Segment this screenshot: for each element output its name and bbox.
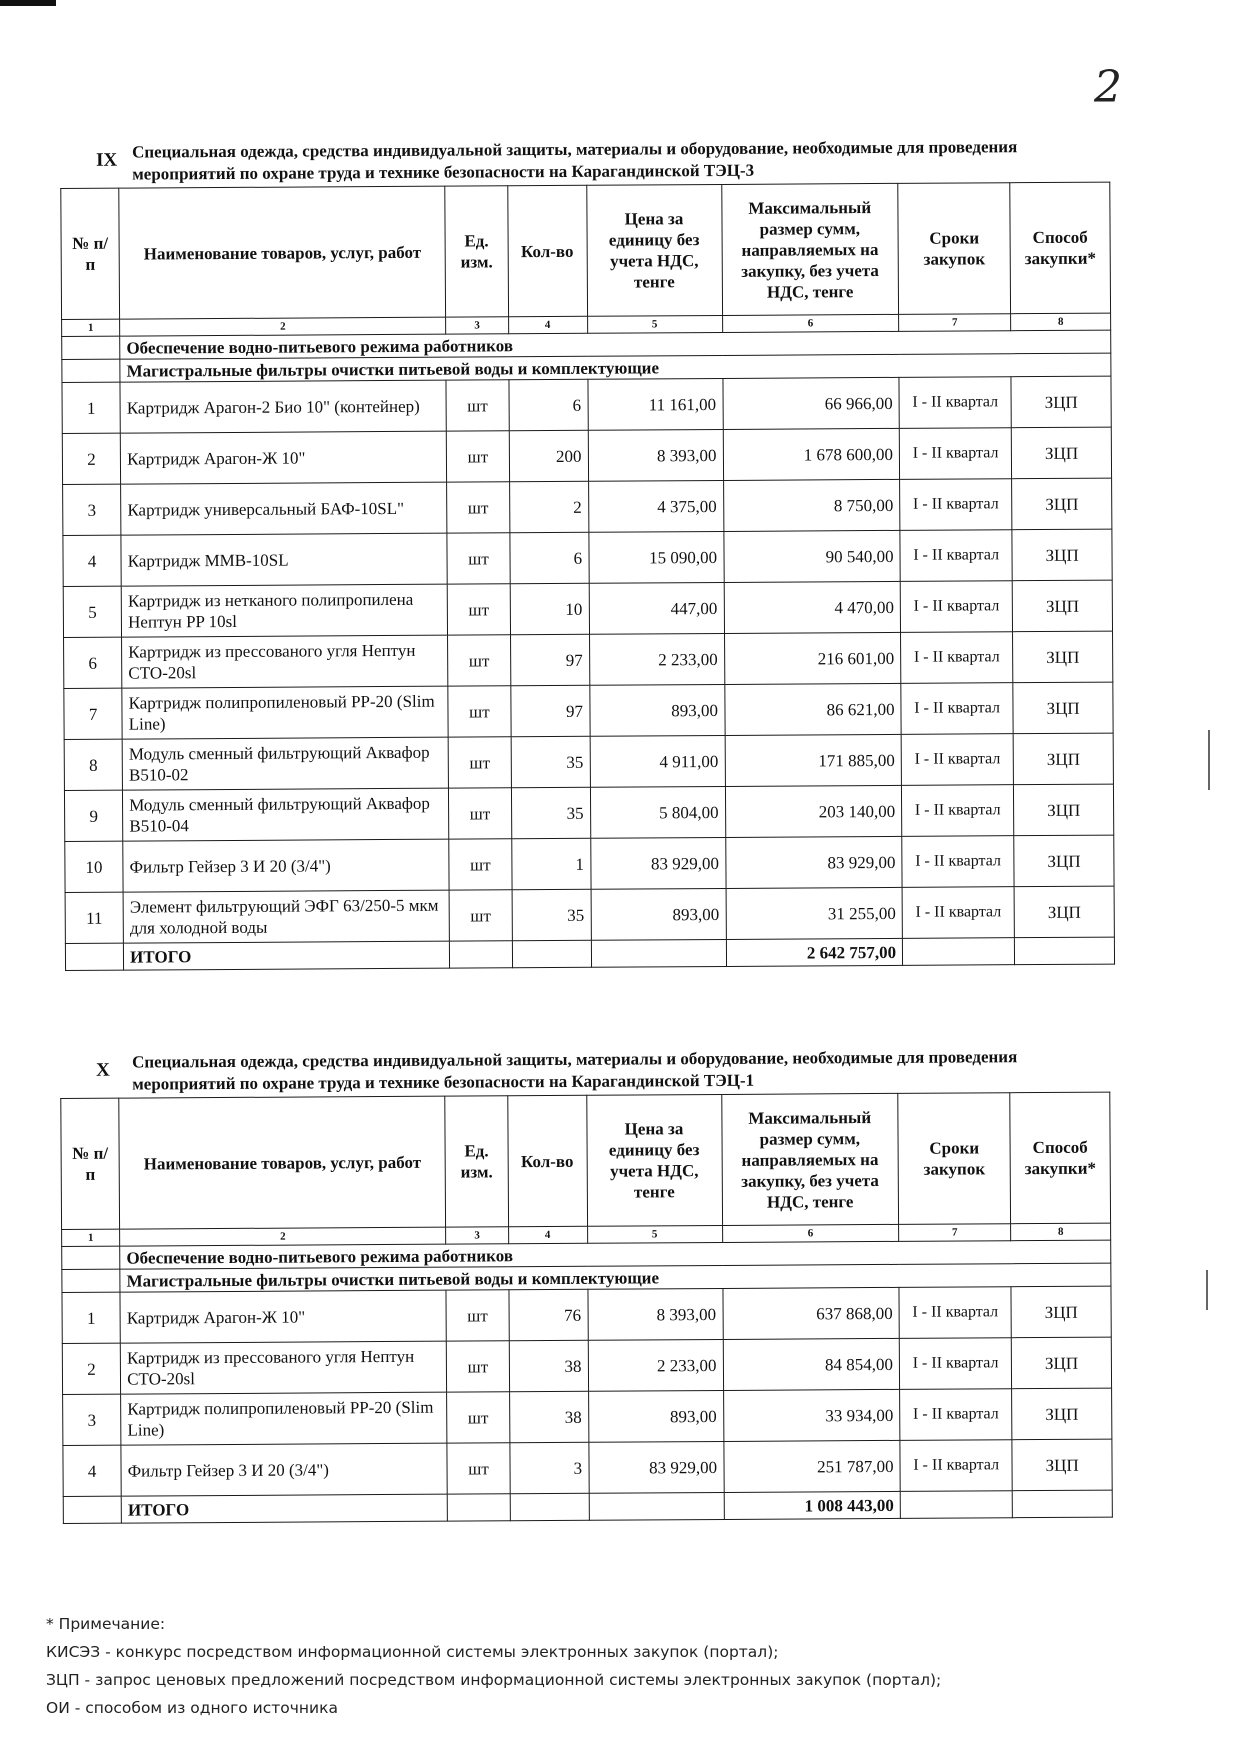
table-row [63,529,1112,586]
column-index: 1 [62,1229,120,1246]
item-sum: 203 140,00 [725,785,902,837]
item-qty: 200 [509,430,588,481]
item-sum: 251 787,00 [723,1440,900,1492]
row-number: 8 [64,739,122,790]
item-term: I - II квартал [899,377,1011,429]
subgroup-title: Магистральные фильтры очистки питьевой воды и комплектующие [120,1263,1111,1292]
item-term: I - II квартал [899,428,1011,480]
item-price: 83 929,00 [588,1441,723,1493]
footnote [46,1610,941,1722]
footnote-title: * Примечание: [46,1615,166,1633]
group-title: Обеспечение водно-питьевого режима работников [120,330,1111,359]
total-empty-cell [902,938,1014,966]
item-sum: 8 750,00 [723,479,900,531]
column-index: 5 [587,315,722,333]
item-method: ЗЦП [1011,1286,1111,1338]
item-qty: 1 [511,838,590,889]
column-index: 2 [120,1227,446,1246]
total-empty-cell [512,940,591,967]
item-term: I - II квартал [902,836,1014,888]
item-term: I - II квартал [900,479,1012,531]
footnote-line: КИСЭЗ - конкурс посредством информационной системы электронных закупок (портал); [46,1643,779,1661]
item-price: 5 804,00 [590,786,725,838]
column-index: 3 [446,1227,508,1244]
item-sum: 66 966,00 [722,377,899,429]
item-sum: 216 601,00 [724,632,901,684]
item-sum: 83 929,00 [725,836,902,888]
row-number: 2 [62,1343,120,1394]
column-index: 6 [722,1224,899,1242]
item-term: I - II квартал [901,683,1013,735]
item-method: ЗЦП [1012,580,1112,632]
col-header-unit: Ед. изм. [445,1096,508,1227]
item-unit: шт [448,737,511,788]
item-method: ЗЦП [1013,682,1113,734]
item-method: ЗЦП [1014,784,1114,836]
item-unit: шт [449,839,512,890]
item-qty: 2 [509,481,588,532]
table-row [63,580,1112,637]
item-name: Картридж ММВ-10SL [121,533,447,586]
item-name: Картридж универсальный БАФ-10SL" [121,482,447,535]
total-empty-cell [447,1494,509,1521]
group-empty-cell [62,359,120,382]
item-term: I - II квартал [900,581,1012,633]
item-sum: 90 540,00 [723,530,900,582]
header-row [61,1092,1111,1229]
col-header-price: Цена за единицу без учета НДС, тенге [586,184,722,316]
item-qty: 76 [509,1289,588,1340]
row-number: 7 [64,688,122,739]
row-number: 4 [63,1445,121,1496]
section-number: X [96,1059,110,1081]
col-header-qty: Кол-во [507,185,587,316]
item-term: I - II квартал [902,887,1014,939]
total-label: ИТОГО [121,1494,447,1523]
col-header-method: Способ закупки* [1010,182,1111,314]
item-unit: шт [448,635,511,686]
table-row [62,1337,1111,1394]
item-method: ЗЦП [1014,835,1114,887]
column-index: 7 [899,1224,1011,1242]
total-sum: 2 642 757,00 [726,938,903,966]
item-qty: 6 [509,532,588,583]
total-row [63,1490,1112,1523]
row-number: 3 [63,484,121,535]
subgroup-title: Магистральные фильтры очистки питьевой воды и комплектующие [120,353,1111,382]
item-name: Картридж из нетканого полипропилена Нептун PP 10sl [121,584,447,637]
table-row [64,631,1113,688]
col-header-name: Наименование товаров, услуг, работ [119,186,446,319]
column-index: 6 [722,314,899,332]
item-sum: 33 934,00 [723,1389,900,1441]
item-price: 83 929,00 [590,837,725,889]
row-number: 6 [64,637,122,688]
item-price: 893,00 [588,1390,723,1442]
column-index: 7 [899,314,1011,332]
col-header-qty: Кол-во [507,1095,587,1226]
table-body [62,376,1114,943]
column-index: 5 [587,1225,722,1243]
scan-artifact [1206,1270,1208,1310]
section-title: Специальная одежда, средства индивидуальной защиты, материалы и оборудование, необходимые для проведения мероприятий по охране труда и технике безопасности на Карагандинской ТЭЦ-3 [132,137,1018,184]
section-header [60,136,1110,186]
section-header [60,1046,1110,1096]
scan-corner-mark [0,0,56,6]
item-price: 8 393,00 [587,1288,722,1340]
item-price: 8 393,00 [588,429,723,481]
item-method: ЗЦП [1011,427,1111,479]
group-empty-cell [62,1269,120,1292]
total-empty-cell [65,943,123,970]
item-sum: 1 678 600,00 [723,428,900,480]
row-number: 11 [65,892,123,943]
table-row [62,1286,1111,1343]
item-unit: шт [447,533,510,584]
item-qty: 6 [509,379,588,430]
col-header-price: Цена за единицу без учета НДС, тенге [586,1094,722,1226]
header-row [61,182,1111,319]
table-row [62,427,1111,484]
item-unit: шт [449,890,512,941]
row-number: 1 [62,1292,120,1343]
item-name: Картридж из прессованого угля Нептун СТО-20sl [122,635,448,688]
item-sum: 4 470,00 [724,581,901,633]
item-name: Картридж из прессованого угля Нептун СТО-20sl [120,1341,446,1394]
item-method: ЗЦП [1014,886,1114,938]
item-price: 893,00 [591,888,726,940]
col-header-sum: Максимальный размер сумм, направляемых на закупку, без учета НДС, тенге [721,1093,898,1225]
total-empty-cell [1015,937,1115,965]
item-unit: шт [447,1443,510,1494]
item-name: Фильтр Гейзер 3 И 20 (3/4") [123,839,449,892]
item-method: ЗЦП [1011,376,1111,428]
item-name: Картридж полипропиленовый PP-20 (Slim Line) [121,1392,447,1445]
item-price: 2 233,00 [588,1339,723,1391]
column-index: 4 [508,316,587,333]
item-name: Картридж Арагон-Ж 10" [120,431,446,484]
item-unit: шт [447,584,510,635]
item-name: Модуль сменный фильтрующий Аквафор B510-04 [123,788,449,841]
item-qty: 35 [511,736,590,787]
item-term: I - II квартал [901,632,1013,684]
total-empty-cell [510,1493,589,1520]
row-number: 3 [63,1394,121,1445]
item-unit: шт [447,1392,510,1443]
item-price: 447,00 [589,582,724,634]
item-qty: 35 [511,787,590,838]
item-method: ЗЦП [1013,631,1113,683]
item-qty: 10 [510,583,589,634]
section-number: IX [96,149,118,171]
total-empty-cell [63,1496,121,1523]
item-method: ЗЦП [1012,1439,1112,1491]
item-name: Фильтр Гейзер 3 И 20 (3/4") [121,1443,447,1496]
table-row [64,682,1113,739]
column-index: 8 [1011,313,1111,331]
item-price: 15 090,00 [588,531,723,583]
item-price: 2 233,00 [589,633,724,685]
procurement-table [60,182,1115,971]
item-sum: 171 885,00 [725,734,902,786]
item-unit: шт [447,482,510,533]
item-qty: 35 [512,889,591,940]
table-row [62,376,1111,433]
footnote-line: ЗЦП - запрос ценовых предложений посредством информационной системы электронных закупок (портал); [46,1671,942,1689]
item-term: I - II квартал [899,1338,1011,1390]
item-sum: 86 621,00 [724,683,901,735]
item-unit: шт [447,1341,510,1392]
table-row [65,835,1114,892]
table-row [63,1388,1112,1445]
item-term: I - II квартал [902,785,1014,837]
procurement-table [60,1092,1113,1524]
footnote-line: ОИ - способом из одного источника [46,1699,338,1717]
item-qty: 3 [509,1442,588,1493]
item-qty: 97 [510,634,589,685]
row-number: 9 [64,790,122,841]
item-term: I - II квартал [900,1440,1012,1492]
item-unit: шт [449,788,512,839]
item-method: ЗЦП [1012,478,1112,530]
table-row [64,784,1113,841]
total-sum: 1 008 443,00 [724,1491,901,1519]
item-sum: 84 854,00 [723,1338,900,1390]
table-row [63,478,1112,535]
item-price: 4 375,00 [588,480,723,532]
item-unit: шт [447,431,510,482]
item-term: I - II квартал [900,530,1012,582]
section-x [60,1046,1113,1524]
item-unit: шт [446,380,509,431]
item-unit: шт [448,686,511,737]
item-method: ЗЦП [1012,1388,1112,1440]
item-method: ЗЦП [1012,529,1112,581]
row-number: 2 [62,433,120,484]
item-price: 4 911,00 [590,735,725,787]
column-index: 8 [1011,1223,1111,1241]
column-index: 3 [446,317,508,334]
item-term: I - II квартал [899,1287,1011,1339]
total-empty-cell [1012,1490,1112,1518]
row-number: 4 [63,535,121,586]
col-header-unit: Ед. изм. [445,186,508,317]
total-empty-cell [450,941,512,968]
col-header-number: № п/п [61,188,120,319]
section-ix [60,136,1115,971]
item-qty: 97 [510,685,589,736]
col-header-term: Сроки закупок [898,1093,1011,1225]
item-name: Картридж Арагон-2 Био 10" (контейнер) [120,380,446,433]
col-header-number: № п/п [61,1098,120,1229]
item-price: 893,00 [589,684,724,736]
col-header-name: Наименование товаров, услуг, работ [119,1096,446,1229]
total-empty-cell [591,939,726,967]
group-title: Обеспечение водно-питьевого режима работников [120,1240,1111,1269]
table-row [63,1439,1112,1496]
item-name: Картридж Арагон-Ж 10" [120,1290,446,1343]
item-name: Картридж полипропиленовый PP-20 (Slim Line) [122,686,448,739]
item-price: 11 161,00 [587,378,722,430]
item-qty: 38 [509,1391,588,1442]
row-number: 1 [62,382,120,433]
column-index: 2 [120,317,446,336]
col-header-term: Сроки закупок [898,183,1011,315]
item-qty: 38 [509,1340,588,1391]
section-title: Специальная одежда, средства индивидуальной защиты, материалы и оборудование, необходимые для проведения мероприятий по охране труда и технике безопасности на Карагандинской ТЭЦ-1 [132,1047,1018,1094]
item-name: Элемент фильтрующий ЭФГ 63/250-5 мкм для холодной воды [123,890,449,943]
item-term: I - II квартал [900,1389,1012,1441]
row-number: 5 [63,586,121,637]
page-number: 2 [1094,62,1122,113]
table-row [65,886,1114,943]
item-method: ЗЦП [1013,733,1113,785]
column-index: 1 [62,319,120,336]
total-empty-cell [589,1492,724,1520]
item-unit: шт [446,1290,509,1341]
total-label: ИТОГО [124,941,450,970]
item-sum: 637 868,00 [722,1287,899,1339]
item-sum: 31 255,00 [726,887,903,939]
item-name: Модуль сменный фильтрующий Аквафор B510-02 [122,737,448,790]
row-number: 10 [65,841,123,892]
scan-artifact [1208,730,1210,790]
col-header-sum: Максимальный размер сумм, направляемых на закупку, без учета НДС, тенге [721,183,898,315]
item-term: I - II квартал [901,734,1013,786]
item-method: ЗЦП [1011,1337,1111,1389]
group-empty-cell [62,1246,120,1269]
table-row [64,733,1113,790]
col-header-method: Способ закупки* [1010,1092,1111,1224]
group-empty-cell [62,336,120,359]
total-row [65,937,1114,970]
total-empty-cell [900,1491,1012,1519]
column-index: 4 [508,1226,587,1243]
table-body [62,1286,1112,1496]
